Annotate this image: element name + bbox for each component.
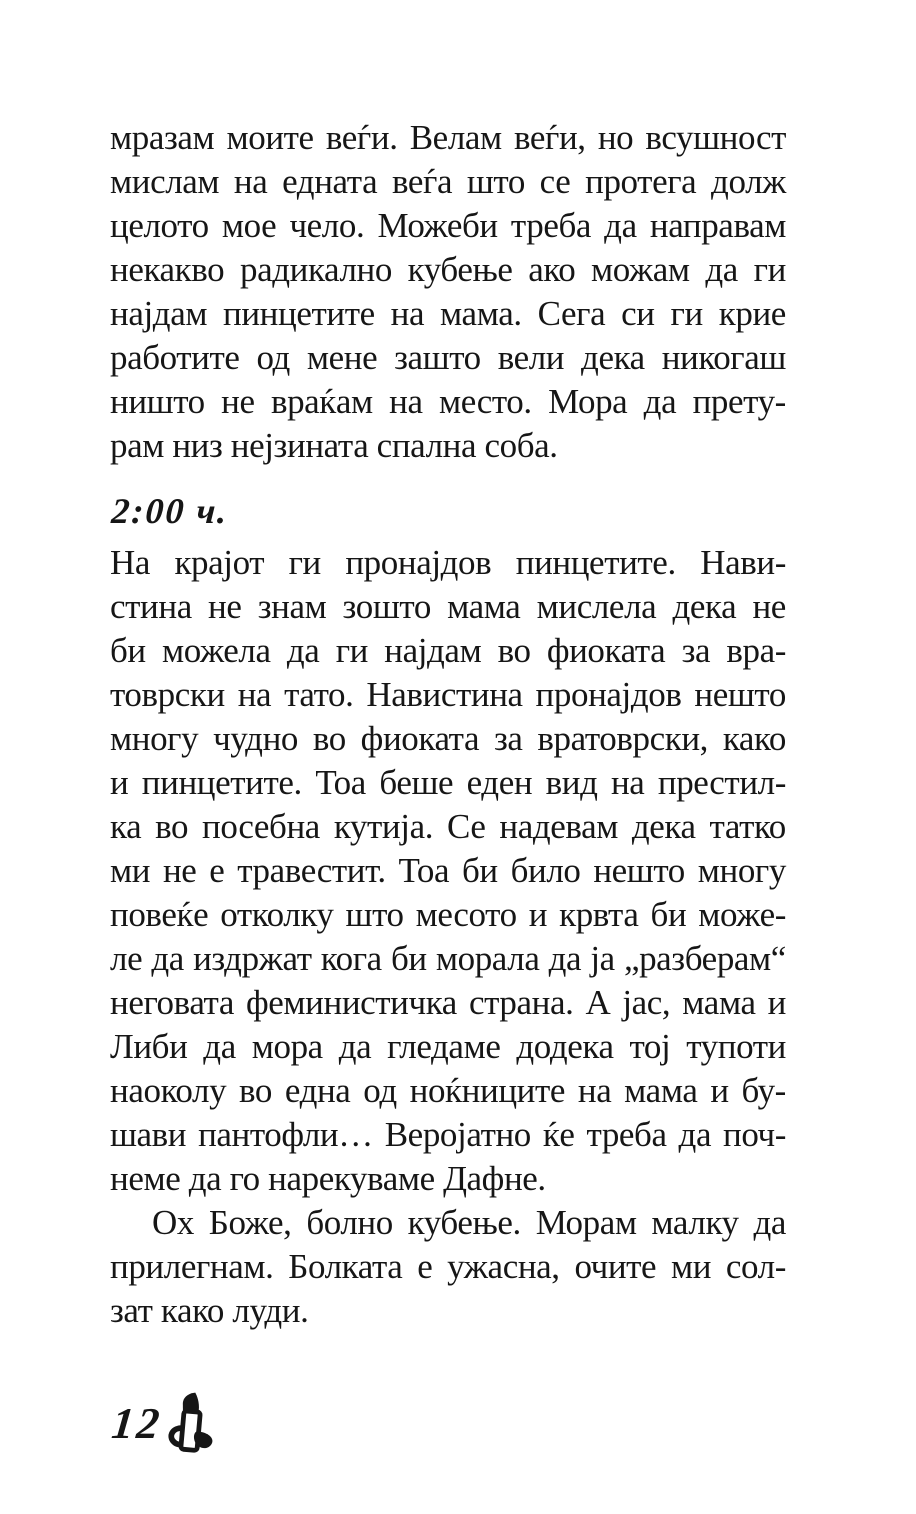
text-line: товрски на тато. Навистина пронајдов нешто (110, 675, 786, 714)
text-line: ка во посебна кутија. Се надевам дека татко (110, 807, 786, 846)
page-text (110, 116, 786, 1333)
text-line: би можела да ги најдам во фиоката за вра- (110, 631, 786, 670)
text-line: работите од мене зашто вели дека никогаш (110, 338, 786, 377)
text-line: рам низ нејзината спална соба. (110, 426, 558, 465)
text-line: мислам на едната веѓа што се протега долж (110, 162, 786, 201)
text-line: неме да го нарекуваме Дафне. (110, 1159, 546, 1198)
text-line: зат како луди. (110, 1291, 309, 1330)
text-line: прилегнам. Болката е ужасна, очите ми сол- (110, 1247, 786, 1286)
text-line: шави пантофли… Веројатно ќе треба да поч- (110, 1115, 786, 1154)
paragraph (110, 116, 786, 468)
page-number: 12 (109, 1399, 165, 1448)
text-line: повеќе отколку што месото и крвта би може- (110, 895, 786, 934)
text-line: Ох Боже, болно кубење. Морам малку да (152, 1203, 786, 1242)
text-line: стина не знам зошто мама мислела дека не (110, 587, 786, 626)
text-line: неговата феминистичка страна. А јас, мама и (110, 983, 786, 1022)
text-line: На крајот ги пронајдов пинцетите. Нави- (110, 543, 786, 582)
text-line: ништо не враќам на место. Мора да прету- (110, 382, 786, 421)
text-line: мразам моите веѓи. Велам веѓи, но всушност (110, 118, 786, 157)
paragraph (110, 541, 786, 1201)
text-line: многу чудно во фиоката за вратоврски, како (110, 719, 786, 758)
text-line: целото мое чело. Можеби треба да направам (110, 206, 786, 245)
text-line: најдам пинцетите на мама. Сега си ги крие (110, 294, 786, 333)
text-line: и пинцетите. Тоа беше еден вид на престил- (110, 763, 786, 802)
diary-time-heading: 2:00 ч. (110, 491, 230, 531)
paragraph (110, 1201, 786, 1333)
text-line: Либи да мора да гледаме додека тој тупоти (110, 1027, 786, 1066)
lipstick-icon (168, 1392, 214, 1456)
text-line: ле да издржат кога би морала да ја „разберам“ (110, 939, 786, 978)
page-footer (109, 1392, 214, 1456)
text-line: некакво радикално кубење ако можам да ги (110, 250, 786, 289)
text-line: наоколу во една од ноќниците на мама и бу- (110, 1071, 786, 1110)
text-line: ми не е травестит. Тоа би било нешто многу (110, 851, 786, 890)
